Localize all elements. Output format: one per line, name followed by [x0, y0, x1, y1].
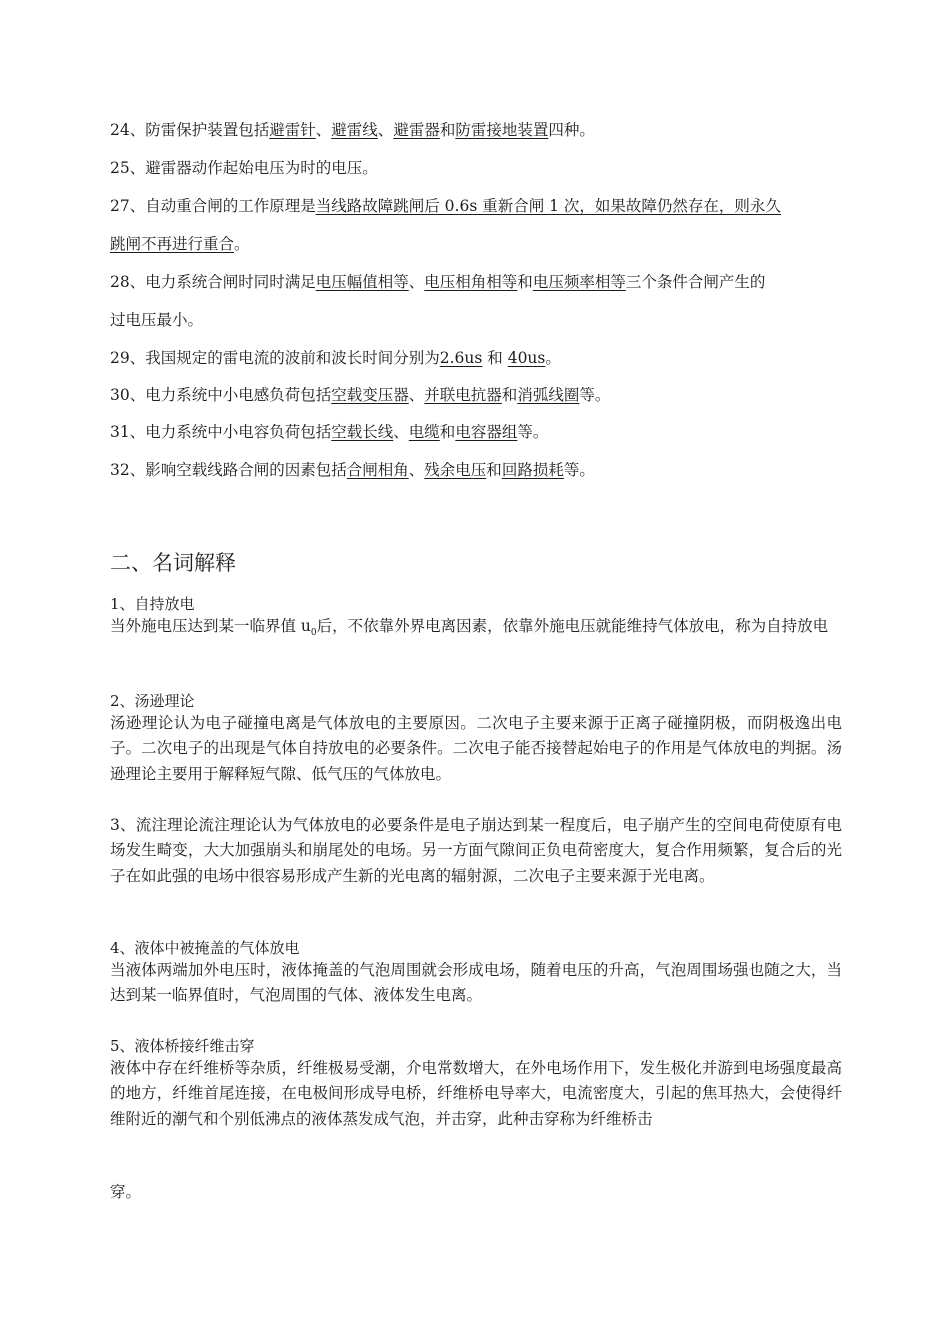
text-segment: 、 — [408, 461, 425, 479]
text-segment: 和 — [501, 386, 518, 404]
text-segment: 和 — [482, 349, 508, 367]
text-segment: 当外施电压达到某一临界值 u — [110, 617, 311, 635]
term-5-title: 5、液体桥接纤维击穿 — [110, 1037, 255, 1055]
answer-blank: 避雷针 — [269, 121, 316, 139]
text-segment: 和 — [486, 461, 502, 479]
term-4-title: 4、液体中被掩盖的气体放电 — [110, 939, 300, 957]
question-31 — [110, 422, 548, 442]
answer-blank: 消弧线圈 — [517, 386, 580, 404]
text-segment: 27、 — [110, 197, 146, 215]
text-segment: 31、 — [110, 423, 146, 441]
answer-blank: 2.6us — [439, 349, 483, 367]
answer-blank: 并联电抗器 — [424, 386, 502, 404]
term-2-definition: 汤逊理论认为电子碰撞电离是气体放电的主要原因。二次电子主要来源于正离子碰撞阴极，而阴极逸出电子。二次电子的出现是气体自持放电的必要条件。二次电子能否接替起始电子的作用是气体放电的判据。汤逊理论主要用于解释短气隙、低气压的气体放电。 — [110, 714, 842, 783]
text-segment: 和 — [439, 121, 456, 139]
answer-blank: 跳闸不再进行重合 — [110, 235, 235, 253]
subscript: 0 — [310, 628, 317, 639]
answer-blank: 避雷器 — [393, 121, 440, 139]
text-segment: 四种。 — [548, 121, 595, 139]
term-2-title: 2、汤逊理论 — [110, 692, 195, 710]
text-segment: 24、 — [110, 121, 146, 139]
term-5-tail: 穿。 — [110, 1183, 142, 1201]
term-5-definition: 液体中存在纤维桥等杂质，纤维极易受潮，介电常数增大，在外电场作用下，发生极化并游到电场强度最高的地方，纤维首尾连接，在电极间形成导电桥，纤维桥电导率大，电流密度大，引起的焦耳热大，会使得纤维附近的潮气和个别低沸点的液体蒸发成气泡，并击穿，此种击穿称为纤维桥击 — [110, 1059, 842, 1128]
text-segment: 。 — [234, 235, 250, 253]
answer-blank: 电容器组 — [455, 423, 518, 441]
text-segment: 等。 — [579, 386, 611, 404]
text-segment: 。 — [545, 349, 561, 367]
answer-blank: 避雷线 — [331, 121, 378, 139]
text-segment: 25、 — [110, 159, 146, 177]
text-segment: 过电压最小。 — [110, 311, 204, 329]
question-27-continued — [110, 234, 250, 254]
text-segment: 29、 — [110, 349, 146, 367]
text-segment: 影响空载线路合闸的因素包括 — [145, 461, 347, 479]
answer-blank: 空载变压器 — [331, 386, 409, 404]
text-segment: 28、 — [110, 273, 146, 291]
text-segment: 电力系统中小电感负荷包括 — [145, 386, 332, 404]
answer-blank: 40us — [507, 349, 546, 367]
text-segment: 电力系统中小电容负荷包括 — [145, 423, 332, 441]
answer-blank: 残余电压 — [424, 461, 487, 479]
text-segment: 等。 — [563, 461, 595, 479]
text-segment: 自动重合闸的工作原理是 — [145, 197, 316, 215]
text-segment: 电力系统合闸时同时满足 — [145, 273, 316, 291]
term-1-title: 1、自持放电 — [110, 595, 195, 613]
text-segment: 三个条件合闸产生的 — [625, 273, 766, 291]
question-32 — [110, 460, 595, 480]
answer-blank: 电压幅值相等 — [315, 273, 409, 291]
text-segment: 、 — [393, 423, 409, 441]
text-segment: 、 — [408, 386, 425, 404]
question-29 — [110, 348, 561, 368]
answer-blank: 合闸相角 — [346, 461, 409, 479]
answer-blank: 空载长线 — [331, 423, 394, 441]
section-heading: 二、名词解释 — [110, 551, 236, 575]
question-28 — [110, 272, 765, 292]
text-segment: 、 — [408, 273, 425, 291]
text-segment: 、 — [377, 121, 394, 139]
text-segment: 避雷器动作起始电压为时的电压。 — [145, 159, 378, 177]
question-27 — [110, 196, 781, 216]
term-1-definition — [110, 614, 842, 646]
question-24 — [110, 120, 595, 140]
text-segment: 和 — [439, 423, 456, 441]
text-segment: 防雷保护装置包括 — [145, 121, 270, 139]
answer-blank: 电缆 — [408, 423, 440, 441]
term-3-definition: 3、流注理论流注理论认为气体放电的必要条件是电子崩达到某一程度后，电子崩产生的空间电荷使原有电场发生畸变，大大加强崩头和崩尾处的电场。另一方面气隙间正负电荷密度大，复合作用频繁，复合后的光子在如此强的电场中很容易形成产生新的光电离的辐射源，二次电子主要来源于光电离。 — [110, 816, 842, 885]
text-segment: 32、 — [110, 461, 146, 479]
text-segment: 和 — [517, 273, 533, 291]
answer-blank: 当线路故障跳闸后 0.6s 重新合闸 1 次，如果故障仍然存在，则永久 — [315, 197, 781, 215]
text-segment: 我国规定的雷电流的波前和波长时间分别为 — [145, 349, 440, 367]
text-segment: 等。 — [517, 423, 549, 441]
term-4-definition: 当液体两端加外电压时，液体掩盖的气泡周围就会形成电场，随着电压的升高，气泡周围场强也随之大，当达到某一临界值时，气泡周围的气体、液体发生电离。 — [110, 961, 842, 1005]
answer-blank: 电压相角相等 — [424, 273, 518, 291]
answer-blank: 防雷接地装置 — [455, 121, 549, 139]
question-30 — [110, 385, 610, 405]
question-28-continued — [110, 310, 203, 330]
text-segment: 、 — [315, 121, 332, 139]
question-25 — [110, 158, 378, 178]
text-segment: 30、 — [110, 386, 146, 404]
text-segment: 后，不依靠外界电离因素，依靠外施电压就能维持气体放电，称为自持放电 — [316, 617, 829, 635]
answer-blank: 电压频率相等 — [532, 273, 626, 291]
answer-blank: 回路损耗 — [501, 461, 564, 479]
